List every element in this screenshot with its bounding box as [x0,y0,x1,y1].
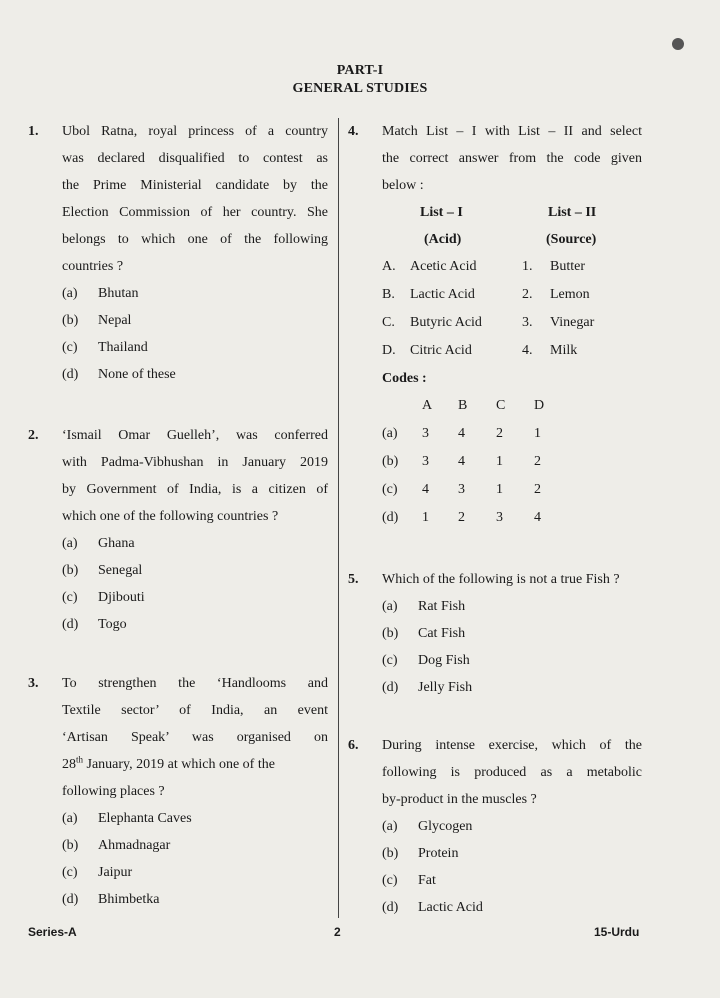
page-number: 2 [334,925,341,939]
part-label: PART-I [336,63,384,78]
question-text: ‘Ismail Omar Guelleh’, was conferred [62,428,328,443]
option-d[interactable]: (d) Jelly Fish [382,680,473,695]
option-a[interactable]: (a) Bhutan [62,286,139,301]
list-2-subheading: (Source) [546,232,597,247]
list-2-heading: List – II [548,205,597,220]
list-1-heading: List – I [420,205,463,220]
code-option-a[interactable]: (a) 3 4 2 1 [382,426,541,441]
codes-title: Codes : [382,371,427,386]
question-number: 2. [28,428,39,443]
code-option-b[interactable]: (b) 3 4 1 2 [382,454,541,469]
match-row: C. Butyric Acid 3. Vinegar [382,315,595,330]
question-text: which one of the following countries ? [62,509,279,524]
option-c[interactable]: (c) Dog Fish [382,653,470,668]
option-a[interactable]: (a) Elephanta Caves [62,811,192,826]
question-text: Ubol Ratna, royal princess of a country [62,124,328,139]
match-list-subheader [382,226,642,253]
question-text: following places ? [62,784,165,799]
question-number: 4. [348,124,359,139]
option-c[interactable]: (c) Thailand [62,340,148,355]
match-list-header [382,199,642,226]
question-number: 1. [28,124,39,139]
question-number: 6. [348,738,359,753]
footer-code: 15-Urdu [594,925,640,939]
option-a[interactable]: (a) Rat Fish [382,599,466,614]
match-row: D. Citric Acid 4. Milk [382,343,578,358]
list-1-subheading: (Acid) [424,232,462,247]
question-text: ‘Artisan Speak’ was organised on [62,730,328,745]
question-text: Election Commission of her country. She [62,205,328,220]
match-row: A. Acetic Acid 1. Butter [382,259,585,274]
option-b[interactable]: (b) Senegal [62,563,143,578]
question-text: 28th January, 2019 at which one of the [62,754,275,772]
column-divider [338,118,339,918]
ink-spot [672,38,684,50]
question-number: 5. [348,572,359,587]
question-text: belongs to which one of the following [62,232,328,247]
question-text: by-product in the muscles ? [382,792,537,807]
option-c[interactable]: (c) Djibouti [62,590,145,605]
code-option-c[interactable]: (c) 4 3 1 2 [382,482,541,497]
question-text: To strengthen the ‘Handlooms and [62,676,328,691]
option-c[interactable]: (c) Fat [382,873,436,888]
option-b[interactable]: (b) Nepal [62,313,132,328]
option-d[interactable]: (d) None of these [62,367,176,382]
code-option-d[interactable]: (d) 1 2 3 4 [382,510,541,525]
option-c[interactable]: (c) Jaipur [62,865,133,880]
section-title: GENERAL STUDIES [292,81,428,96]
question-text: During intense exercise, which of the [382,738,642,753]
match-row: B. Lactic Acid 2. Lemon [382,287,590,302]
question-text: following is produced as a metabolic [382,765,642,780]
question-text: countries ? [62,259,124,274]
option-b[interactable]: (b) Ahmadnagar [62,838,171,853]
question-text: Which of the following is not a true Fish ? [382,572,620,587]
page-header [0,62,720,98]
question-text: with Padma-Vibhushan in January 2019 [62,455,328,470]
question-text: Match List – I with List – II and select [382,124,642,139]
codes-header: A B C D [422,398,545,413]
question-text: the correct answer from the code given [382,151,642,166]
question-text: was declared disqualified to contest as [62,151,328,166]
option-b[interactable]: (b) Cat Fish [382,626,466,641]
question-text: below : [382,178,424,193]
option-b[interactable]: (b) Protein [382,846,459,861]
option-d[interactable]: (d) Togo [62,617,127,632]
question-text: by Government of India, is a citizen of [62,482,328,497]
question-text: Textile sector’ of India, an event [62,703,328,718]
option-d[interactable]: (d) Bhimbetka [62,892,160,907]
footer-series: Series-A [28,925,77,939]
question-number: 3. [28,676,39,691]
question-text: the Prime Ministerial candidate by the [62,178,328,193]
option-a[interactable]: (a) Ghana [62,536,135,551]
option-d[interactable]: (d) Lactic Acid [382,900,483,915]
option-a[interactable]: (a) Glycogen [382,819,473,834]
